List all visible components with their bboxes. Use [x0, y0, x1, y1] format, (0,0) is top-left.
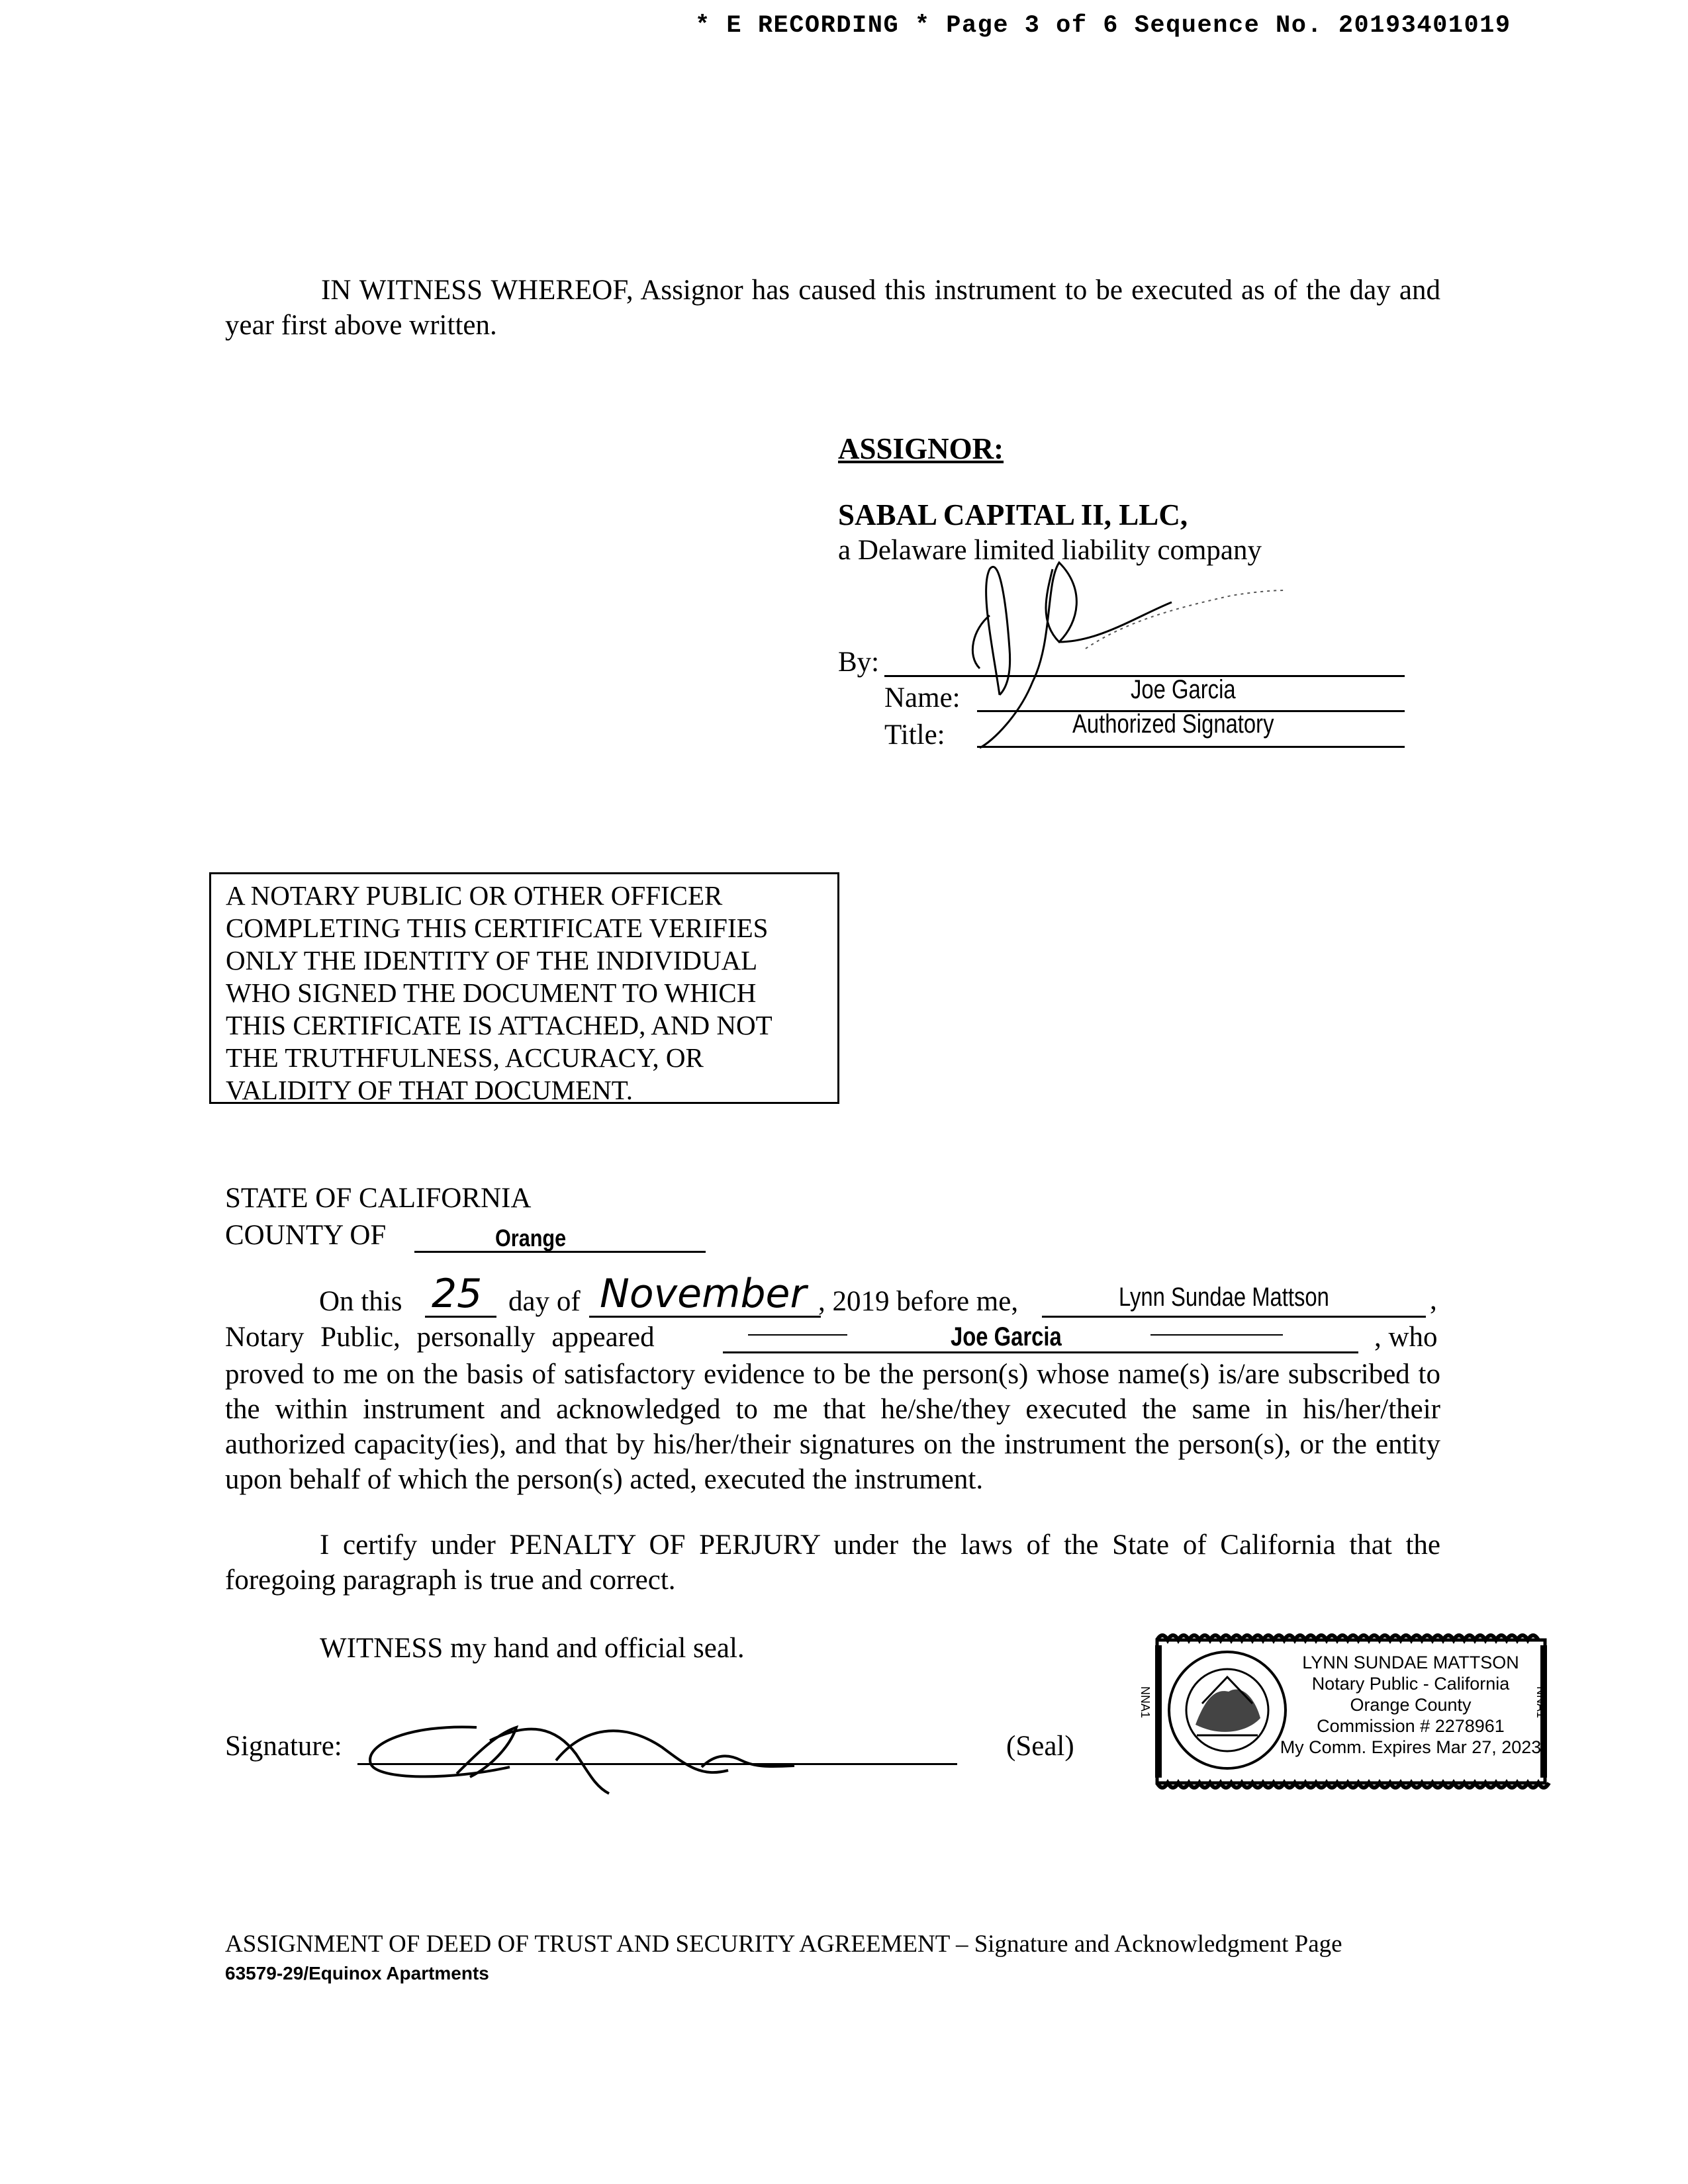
- month-value: November: [600, 1271, 807, 1317]
- dash-mark: [1150, 1334, 1283, 1336]
- stamp-notary-name: LYNN SUNDAE MATTSON: [1302, 1653, 1519, 1672]
- notice-line: VALIDITY OF THAT DOCUMENT.: [226, 1075, 633, 1105]
- who-label: , who: [1374, 1322, 1438, 1353]
- day-value: 25: [432, 1271, 483, 1317]
- witness-paragraph: IN WITNESS WHEREOF, Assignor has caused this instrument to be executed as of the day and year first above written.: [225, 275, 1440, 341]
- signature-label: Signature:: [225, 1731, 342, 1762]
- assignor-heading: ASSIGNOR:: [838, 432, 1004, 465]
- notary-name-line: [1042, 1316, 1426, 1318]
- day-of-label: day of: [508, 1286, 581, 1317]
- signer-name: Joe Garcia: [1131, 675, 1236, 704]
- notice-line: ONLY THE IDENTITY OF THE INDIVIDUAL: [226, 945, 758, 976]
- stamp-notary-title: Notary Public - California: [1311, 1674, 1510, 1694]
- stamp-commission: Commission # 2278961: [1317, 1716, 1505, 1736]
- notary-public-appeared: Notary Public, personally appeared: [225, 1322, 655, 1353]
- year-before-me: , 2019 before me,: [818, 1286, 1019, 1317]
- stamp-expires: My Comm. Expires Mar 27, 2023: [1280, 1737, 1542, 1757]
- assignor-signature: [953, 543, 1297, 761]
- signer-title: Authorized Signatory: [1072, 709, 1274, 739]
- notary-notice-box: [209, 872, 839, 1104]
- by-label: By:: [838, 647, 880, 678]
- on-this-label: On this: [319, 1286, 402, 1317]
- certify-paragraph: I certify under PENALTY OF PERJURY under the laws of the State of California that the foregoing paragraph is true and correct.: [225, 1529, 1440, 1596]
- recording-header: * E RECORDING * Page 3 of 6 Sequence No. 20193401019: [695, 12, 1511, 40]
- notice-line: A NOTARY PUBLIC OR OTHER OFFICER: [226, 880, 723, 911]
- notice-line: COMPLETING THIS CERTIFICATE VERIFIES: [226, 913, 769, 943]
- footer-title: ASSIGNMENT OF DEED OF TRUST AND SECURITY AGREEMENT – Signature and Acknowledgment Page: [225, 1931, 1342, 1958]
- notary-stamp: [1139, 1625, 1553, 1797]
- appeared-name: Joe Garcia: [951, 1322, 1062, 1351]
- notary-name-value: Lynn Sundae Mattson: [1119, 1283, 1329, 1312]
- company-description: a Delaware limited liability company: [838, 535, 1262, 566]
- stamp-side-mark: NNA1: [1139, 1686, 1152, 1719]
- witness-seal-line: WITNESS my hand and official seal.: [320, 1633, 745, 1664]
- notary-signature: [357, 1714, 861, 1800]
- footer-reference: 63579-29/Equinox Apartments: [225, 1963, 489, 1983]
- notice-line: THE TRUTHFULNESS, ACCURACY, OR: [226, 1042, 704, 1073]
- state-line: STATE OF CALIFORNIA: [225, 1183, 532, 1214]
- stamp-text: [1275, 1652, 1546, 1758]
- trailing-comma: ,: [1430, 1285, 1437, 1316]
- company-name: SABAL CAPITAL II, LLC,: [838, 498, 1188, 531]
- acknowledgment-body: proved to me on the basis of satisfactory evidence to be the person(s) whose name(s) is/are subscribed to the within instrument and acknowledged to me that he/she/they executed the same in his/her/their authorized capacity(ies), and that by his/her/their signatures on the instrument the person(s), or the entity upon behalf of which the person(s) acted, executed the instrument.: [225, 1359, 1440, 1495]
- notice-line: WHO SIGNED THE DOCUMENT TO WHICH: [226, 978, 757, 1008]
- seal-label: (Seal): [1006, 1731, 1074, 1762]
- notice-line: THIS CERTIFICATE IS ATTACHED, AND NOT: [226, 1010, 773, 1040]
- stamp-county: Orange County: [1350, 1695, 1472, 1715]
- county-label: COUNTY OF: [225, 1220, 387, 1251]
- name-label: Name:: [884, 682, 961, 713]
- stamp-side-mark: NNA1: [1534, 1686, 1548, 1719]
- county-value: Orange: [495, 1224, 567, 1251]
- dash-mark: [748, 1334, 847, 1336]
- title-label: Title:: [884, 719, 945, 751]
